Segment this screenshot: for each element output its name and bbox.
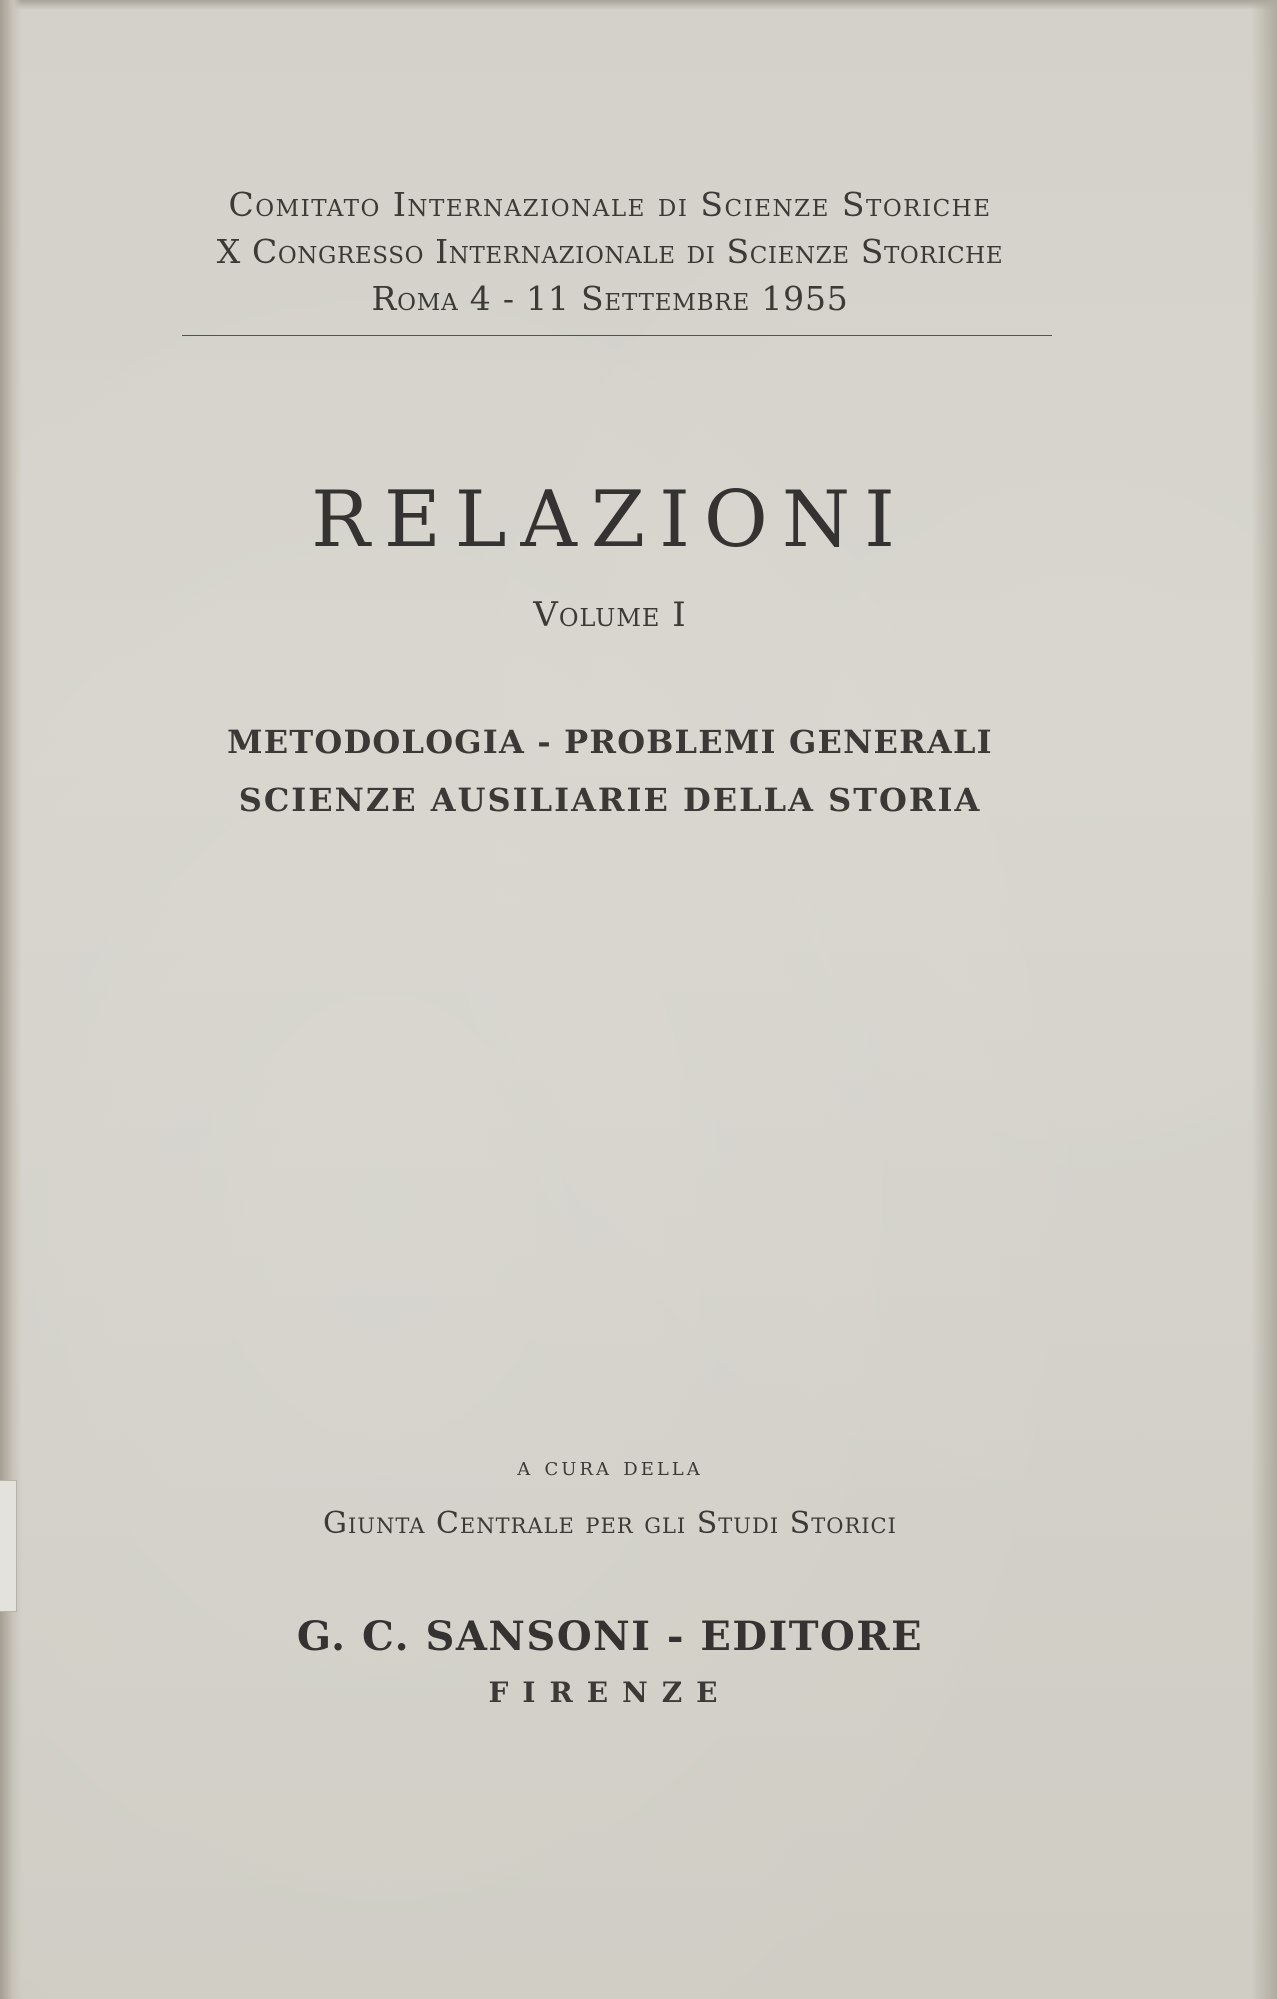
subtitle-line-2: SCIENZE AUSILIARIE DELLA STORIA — [238, 781, 982, 819]
library-spine-label — [0, 1480, 17, 1612]
volume-label: Volume I — [533, 595, 687, 635]
book-title: RELAZIONI — [311, 475, 909, 565]
congress-dates: Roma 4 - 11 Settembre 1955 — [371, 279, 849, 318]
editor-prefix: a cura della — [517, 1452, 703, 1482]
top-edge-shadow — [0, 0, 1277, 10]
organization-line-1: Comitato Internazionale di Scienze Storiche — [228, 185, 992, 224]
worn-left-edge — [0, 0, 22, 1999]
publisher-name: G. C. SANSONI - EDITORE — [296, 1613, 924, 1660]
subtitle-line-1: METODOLOGIA - PROBLEMI GENERALI — [227, 723, 993, 761]
header-divider — [182, 335, 1052, 336]
organization-line-2: X Congresso Internazionale di Scienze Storiche — [216, 232, 1004, 271]
publisher-city: FIRENZE — [488, 1676, 732, 1709]
editor-name: Giunta Centrale per gli Studi Storici — [323, 1506, 897, 1541]
worn-right-edge — [1251, 0, 1277, 1999]
